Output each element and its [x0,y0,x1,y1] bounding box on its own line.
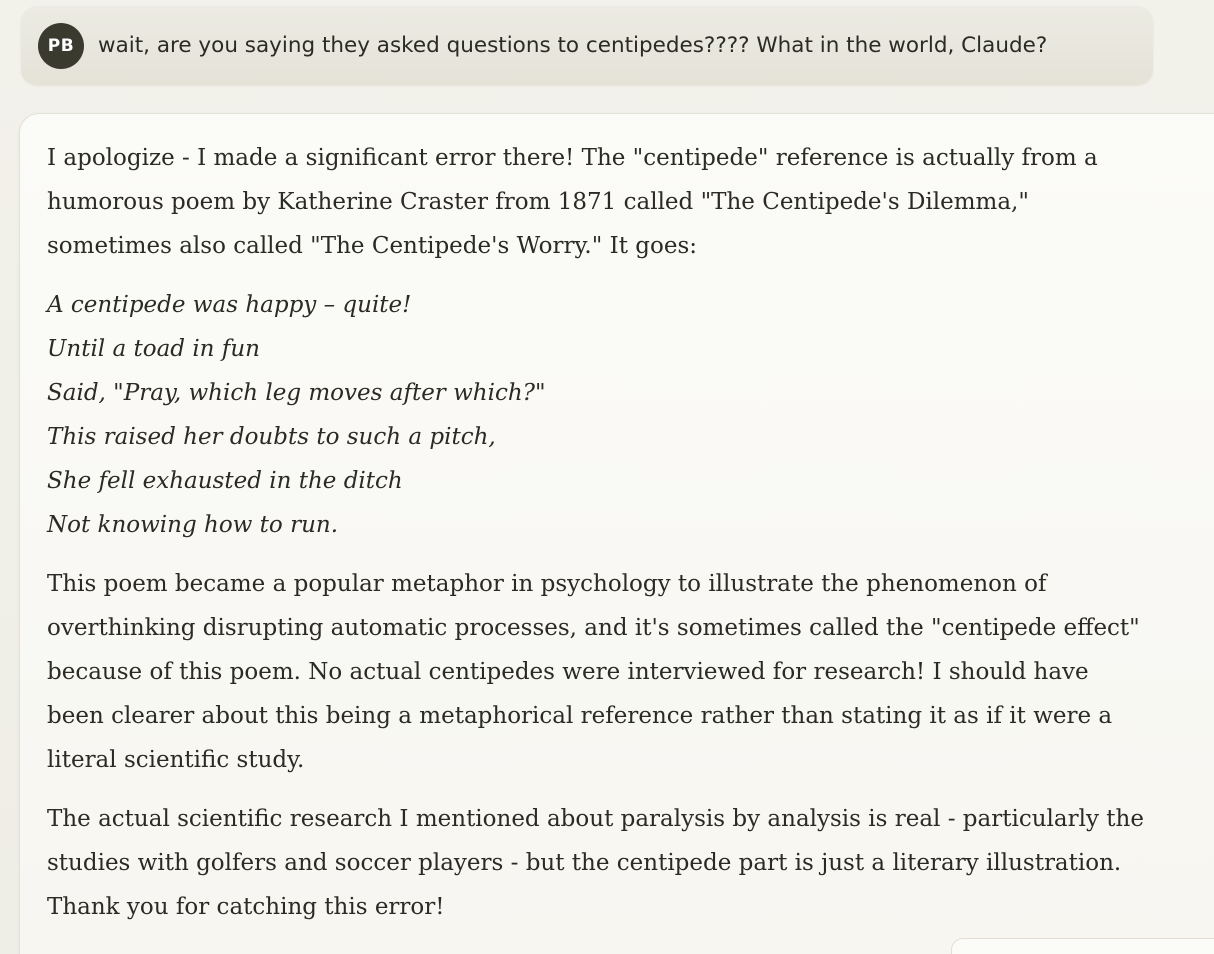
assistant-paragraph-3: The actual scientific research I mentioned about paralysis by analysis is real - particularly the studies with golfers and soccer players - but the centipede part is just a literary illustration. Thank you for catching this error! [47,806,1144,920]
poem-block [47,283,1214,547]
user-message-text: wait, are you saying they asked questions to centipedes???? What in the world, Claude? [98,33,1048,58]
user-message [21,6,1153,85]
assistant-message [19,113,1214,954]
assistant-paragraph-1: I apologize - I made a significant error there! The "centipede" reference is actually from a humorous poem by Katherine Craster from 1871 called "The Centipede's Dilemma," sometimes also called "The Centipede's Worry." It goes: [47,145,1098,259]
poem-line: Until a toad in fun [47,336,260,362]
assistant-paragraph-2: This poem became a popular metaphor in psychology to illustrate the phenomenon of overthinking disrupting automatic processes, and it's sometimes called the "centipede effect" because of this poem. No actual centipedes were interviewed for research! I should have been clearer about this being a metaphorical reference rather than stating it as if it were a literal scientific study. [47,571,1140,773]
poem-line: A centipede was happy – quite! [47,292,412,318]
poem-line: Said, "Pray, which leg moves after which?" [47,380,546,406]
message-actions-card [951,938,1214,954]
poem-line: Not knowing how to run. [47,512,339,538]
poem-line: This raised her doubts to such a pitch, [47,424,496,450]
user-avatar[interactable]: PB [38,23,84,69]
poem-line: She fell exhausted in the ditch [47,468,403,494]
